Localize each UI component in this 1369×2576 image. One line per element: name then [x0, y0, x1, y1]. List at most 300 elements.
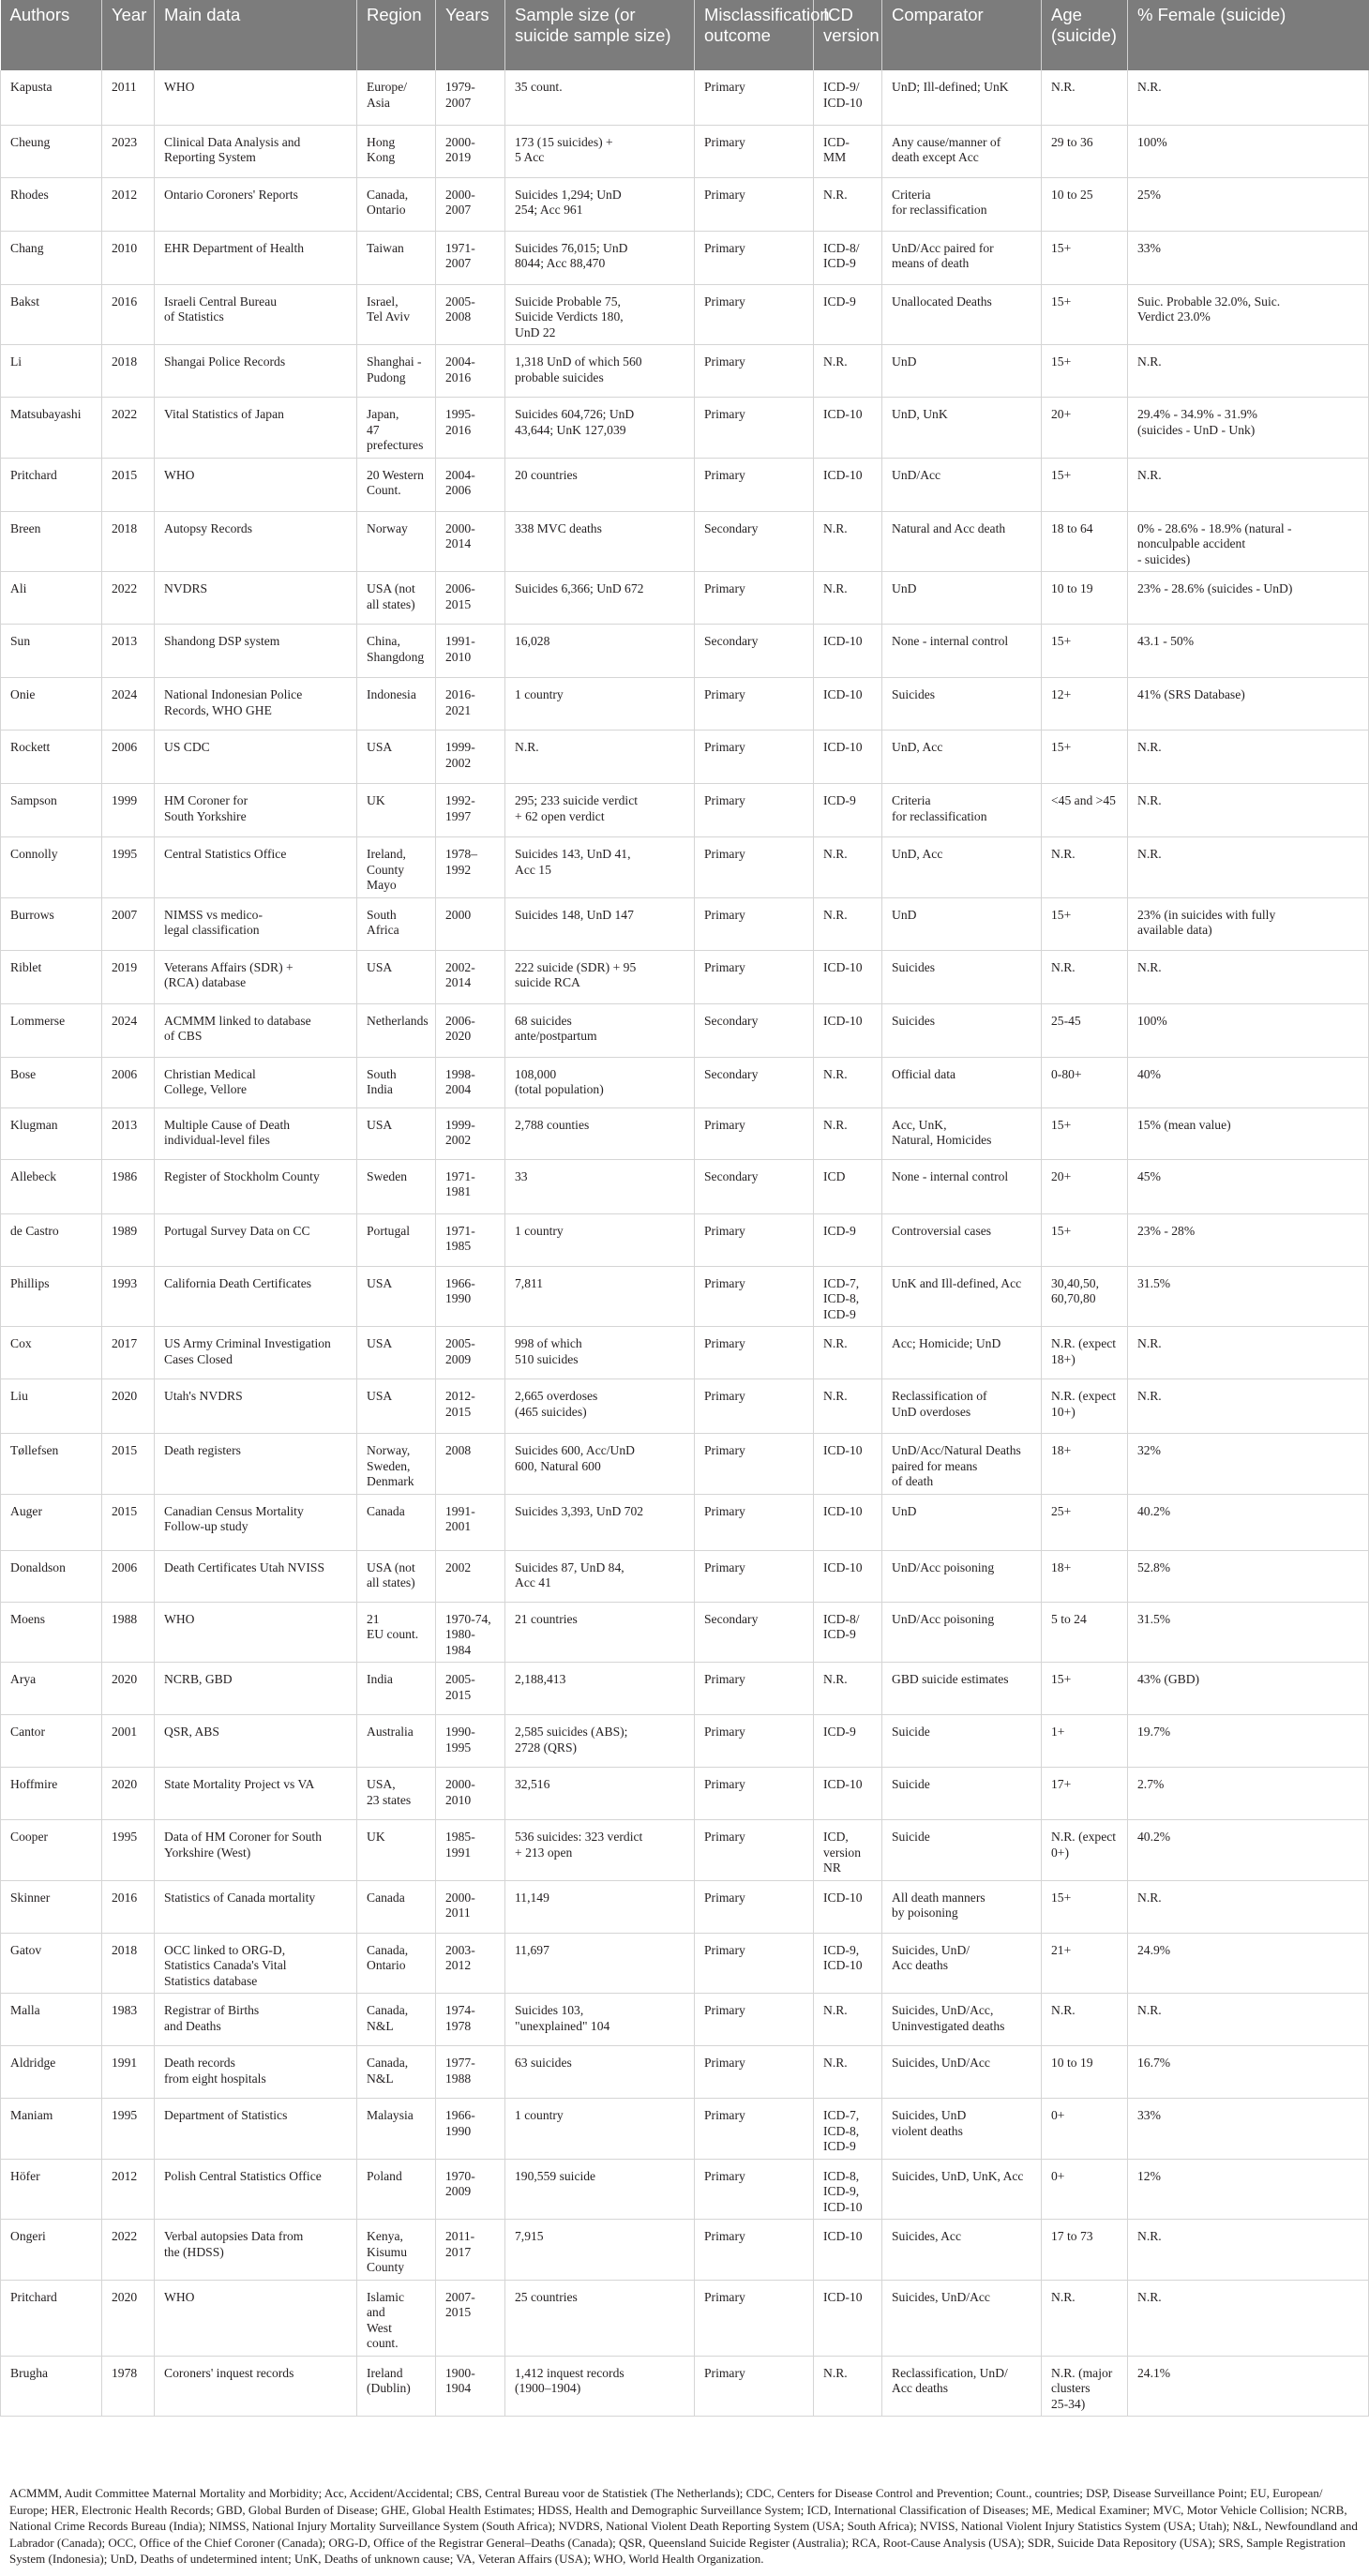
table-row — [1, 1057, 1369, 1107]
table-cell: Primary — [695, 398, 814, 459]
table-cell: 108,000 (total population) — [505, 1057, 695, 1107]
table-cell: 15+ — [1042, 231, 1128, 284]
table-cell: UnD/Acc/Natural Deaths paired for means of death — [882, 1434, 1042, 1495]
table-cell: N.R. — [1128, 345, 1369, 398]
table-cell: Suicides 6,366; UnD 672 — [505, 572, 695, 625]
table-cell: UnD, Acc — [882, 837, 1042, 898]
table-cell: 15+ — [1042, 284, 1128, 345]
table-cell: Reclassification of UnD overdoses — [882, 1379, 1042, 1434]
table-cell: 2006 — [102, 1550, 155, 1602]
table-cell: Primary — [695, 1379, 814, 1434]
table-cell: N.R. (expect 0+) — [1042, 1820, 1128, 1881]
table-cell: 35 count. — [505, 70, 695, 125]
table-cell: 68 suicides ante/postpartum — [505, 1003, 695, 1057]
table-cell: 2016 — [102, 284, 155, 345]
table-row — [1, 345, 1369, 398]
table-row — [1, 1663, 1369, 1715]
table-cell: 1978– 1992 — [436, 837, 505, 898]
table-cell: N.R. — [1128, 70, 1369, 125]
table-cell: 43% (GBD) — [1128, 1663, 1369, 1715]
table-cell: 41% (SRS Database) — [1128, 678, 1369, 731]
table-row — [1, 1107, 1369, 1159]
table-cell: 2002- 2014 — [436, 950, 505, 1003]
table-cell: N.R. — [814, 1327, 882, 1379]
table-cell: 1995 — [102, 1820, 155, 1881]
table-cell: 2012 — [102, 177, 155, 231]
table-cell: Primary — [695, 177, 814, 231]
table-cell: 1977- 1988 — [436, 2046, 505, 2099]
table-cell: Primary — [695, 1933, 814, 1994]
table-cell: N.R. — [1042, 70, 1128, 125]
table-cell: 0-80+ — [1042, 1057, 1128, 1107]
table-cell: 2019 — [102, 950, 155, 1003]
table-cell: Primary — [695, 1663, 814, 1715]
table-cell: de Castro — [1, 1213, 102, 1266]
table-cell: Suicides, UnD/ Acc deaths — [882, 1933, 1042, 1994]
table-cell: Secondary — [695, 511, 814, 572]
table-cell: Connolly — [1, 837, 102, 898]
table-cell: UnK and Ill-defined, Acc — [882, 1266, 1042, 1327]
table-cell: Burrows — [1, 897, 102, 950]
table-cell: 2016- 2021 — [436, 678, 505, 731]
table-cell: 2015 — [102, 1494, 155, 1550]
table-cell: 1999- 2002 — [436, 731, 505, 784]
table-cell: Ireland, County Mayo — [357, 837, 436, 898]
table-cell: WHO — [155, 1602, 357, 1663]
table-cell: 5 to 24 — [1042, 1602, 1128, 1663]
table-cell: Netherlands — [357, 1003, 436, 1057]
table-cell: Breen — [1, 511, 102, 572]
table-cell: Suicides 3,393, UnD 702 — [505, 1494, 695, 1550]
table-cell: 33 — [505, 1159, 695, 1213]
table-cell: 2022 — [102, 2220, 155, 2281]
table-cell: 2,188,413 — [505, 1663, 695, 1715]
table-cell: N.R. — [1128, 1327, 1369, 1379]
table-cell: Primary — [695, 1434, 814, 1495]
table-row — [1, 678, 1369, 731]
table-cell: 2015 — [102, 1434, 155, 1495]
table-cell: 1966- 1990 — [436, 2099, 505, 2160]
table-row — [1, 731, 1369, 784]
table-cell: 2000- 2019 — [436, 125, 505, 177]
table-cell: N.R. — [1128, 2280, 1369, 2356]
table-cell: Portugal — [357, 1213, 436, 1266]
table-row — [1, 1159, 1369, 1213]
table-cell: 12+ — [1042, 678, 1128, 731]
table-cell: Suicides 103, "unexplained" 104 — [505, 1994, 695, 2046]
table-cell: 338 MVC deaths — [505, 511, 695, 572]
table-cell: Auger — [1, 1494, 102, 1550]
table-cell: Primary — [695, 1266, 814, 1327]
table-cell: N.R. — [1042, 1994, 1128, 2046]
table-cell: 1971- 1985 — [436, 1213, 505, 1266]
table-cell: UnD; Ill-defined; UnK — [882, 70, 1042, 125]
table-cell: 23% (in suicides with fully available data) — [1128, 897, 1369, 950]
table-cell: N.R. — [814, 572, 882, 625]
table-cell: Primary — [695, 1715, 814, 1768]
table-cell: Israel, Tel Aviv — [357, 284, 436, 345]
table-cell: Onie — [1, 678, 102, 731]
table-cell: ICD-10 — [814, 398, 882, 459]
table-cell: USA — [357, 731, 436, 784]
table-cell: USA, 23 states — [357, 1768, 436, 1820]
table-cell: N.R. — [1128, 1994, 1369, 2046]
table-cell: Suicides 604,726; UnD 43,644; UnK 127,039 — [505, 398, 695, 459]
table-cell: 1 country — [505, 2099, 695, 2160]
table-cell: 2005- 2008 — [436, 284, 505, 345]
table-cell: N.R. — [1128, 1379, 1369, 1434]
table-cell: 2020 — [102, 2280, 155, 2356]
table-cell: Canadian Census Mortality Follow-up study — [155, 1494, 357, 1550]
table-cell: 21 EU count. — [357, 1602, 436, 1663]
table-cell: Primary — [695, 2159, 814, 2220]
table-row — [1, 572, 1369, 625]
table-cell: Kapusta — [1, 70, 102, 125]
table-cell: 15+ — [1042, 1880, 1128, 1933]
table-row — [1, 837, 1369, 898]
table-cell: N.R. — [1042, 950, 1128, 1003]
table-cell: 19.7% — [1128, 1715, 1369, 1768]
table-row — [1, 1550, 1369, 1602]
table-cell: 2013 — [102, 625, 155, 678]
table-cell: 10 to 25 — [1042, 177, 1128, 231]
table-cell: Reclassification, UnD/ Acc deaths — [882, 2356, 1042, 2417]
table-cell: Israeli Central Bureau of Statistics — [155, 284, 357, 345]
table-cell: 11,697 — [505, 1933, 695, 1994]
table-cell: 23% - 28% — [1128, 1213, 1369, 1266]
table-cell: Ali — [1, 572, 102, 625]
table-cell: N.R. — [1128, 731, 1369, 784]
table-cell: 30,40,50, 60,70,80 — [1042, 1266, 1128, 1327]
table-row — [1, 1715, 1369, 1768]
table-cell: ICD-8/ ICD-9 — [814, 1602, 882, 1663]
table-row — [1, 1327, 1369, 1379]
table-cell: 1978 — [102, 2356, 155, 2417]
table-cell: 10 to 19 — [1042, 2046, 1128, 2099]
table-cell: N.R. — [814, 837, 882, 898]
table-cell: 100% — [1128, 1003, 1369, 1057]
table-row — [1, 2220, 1369, 2281]
table-cell: 21+ — [1042, 1933, 1128, 1994]
table-cell: 2020 — [102, 1379, 155, 1434]
table-cell: Suicides 76,015; UnD 8044; Acc 88,470 — [505, 231, 695, 284]
table-cell: 1999 — [102, 784, 155, 837]
table-cell: 2006 — [102, 1057, 155, 1107]
table-cell: Cheung — [1, 125, 102, 177]
table-cell: Secondary — [695, 1003, 814, 1057]
table-cell: UnD, Acc — [882, 731, 1042, 784]
table-cell: 52.8% — [1128, 1550, 1369, 1602]
table-cell: Tøllefsen — [1, 1434, 102, 1495]
table-cell: NCRB, GBD — [155, 1663, 357, 1715]
table-cell: 2000- 2011 — [436, 1880, 505, 1933]
table-cell: 40% — [1128, 1057, 1369, 1107]
table-cell: 20+ — [1042, 398, 1128, 459]
table-cell: Primary — [695, 70, 814, 125]
table-cell: 12% — [1128, 2159, 1369, 2220]
table-cell: Criteria for reclassification — [882, 177, 1042, 231]
table-cell: Primary — [695, 1994, 814, 2046]
table-cell: Chang — [1, 231, 102, 284]
table-row — [1, 2356, 1369, 2417]
table-cell: Primary — [695, 731, 814, 784]
header-main-data: Main data — [155, 0, 357, 70]
table-cell: Primary — [695, 2356, 814, 2417]
table-cell: Canada, Ontario — [357, 177, 436, 231]
table-cell: 1993 — [102, 1266, 155, 1327]
table-cell: 2000 — [436, 897, 505, 950]
table-cell: 1971- 1981 — [436, 1159, 505, 1213]
table-row — [1, 1933, 1369, 1994]
table-cell: Malla — [1, 1994, 102, 2046]
table-cell: Central Statistics Office — [155, 837, 357, 898]
table-cell: Primary — [695, 1213, 814, 1266]
table-cell: ICD-9, ICD-10 — [814, 1933, 882, 1994]
table-cell: ICD-9 — [814, 784, 882, 837]
table-cell: Suicides, UnD violent deaths — [882, 2099, 1042, 2160]
table-cell: 2005- 2009 — [436, 1327, 505, 1379]
table-row — [1, 1003, 1369, 1057]
table-cell: South India — [357, 1057, 436, 1107]
table-cell: Clinical Data Analysis and Reporting System — [155, 125, 357, 177]
table-cell: 2010 — [102, 231, 155, 284]
table-cell: ACMMM linked to database of CBS — [155, 1003, 357, 1057]
table-cell: Primary — [695, 1768, 814, 1820]
table-cell: 998 of which 510 suicides — [505, 1327, 695, 1379]
table-row — [1, 511, 1369, 572]
header-age: Age (suicide) — [1042, 0, 1128, 70]
table-cell: ICD-10 — [814, 1880, 882, 1933]
table-cell: Shanghai - Pudong — [357, 345, 436, 398]
table-cell: 1991- 2010 — [436, 625, 505, 678]
table-cell: Registrar of Births and Deaths — [155, 1994, 357, 2046]
table-cell: ICD-9 — [814, 1213, 882, 1266]
table-cell: 15+ — [1042, 1663, 1128, 1715]
table-row — [1, 1266, 1369, 1327]
table-cell: Lommerse — [1, 1003, 102, 1057]
table-cell: USA — [357, 1379, 436, 1434]
table-row — [1, 2046, 1369, 2099]
table-cell: ICD-10 — [814, 731, 882, 784]
table-cell: UK — [357, 784, 436, 837]
table-cell: Aldridge — [1, 2046, 102, 2099]
table-row — [1, 1994, 1369, 2046]
table-cell: 1 country — [505, 1213, 695, 1266]
table-header-row — [1, 0, 1369, 70]
table-cell: 1900- 1904 — [436, 2356, 505, 2417]
table-cell: 1 country — [505, 678, 695, 731]
table-cell: 21 countries — [505, 1602, 695, 1663]
table-cell: N.R. — [814, 1057, 882, 1107]
table-cell: Shangai Police Records — [155, 345, 357, 398]
table-cell: Pritchard — [1, 458, 102, 511]
table-cell: Suicides 600, Acc/UnD 600, Natural 600 — [505, 1434, 695, 1495]
table-cell: Cox — [1, 1327, 102, 1379]
table-cell: 1992- 1997 — [436, 784, 505, 837]
table-cell: 29.4% - 34.9% - 31.9% (suicides - UnD - Unk) — [1128, 398, 1369, 459]
table-cell: 15+ — [1042, 897, 1128, 950]
table-cell: Canada — [357, 1880, 436, 1933]
table-cell: Suicides, UnD/Acc, Uninvestigated deaths — [882, 1994, 1042, 2046]
table-cell: Suic. Probable 32.0%, Suic. Verdict 23.0% — [1128, 284, 1369, 345]
table-cell: ICD-9 — [814, 1715, 882, 1768]
table-cell: Islamic and West count. — [357, 2280, 436, 2356]
table-cell: Primary — [695, 2099, 814, 2160]
table-cell: 1995 — [102, 2099, 155, 2160]
table-cell: ICD-10 — [814, 1003, 882, 1057]
table-cell: Official data — [882, 1057, 1042, 1107]
table-cell: Primary — [695, 678, 814, 731]
table-cell: Matsubayashi — [1, 398, 102, 459]
table-cell: 25% — [1128, 177, 1369, 231]
table-cell: Li — [1, 345, 102, 398]
table-cell: Primary — [695, 2220, 814, 2281]
table-cell: 15% (mean value) — [1128, 1107, 1369, 1159]
table-cell: 20 countries — [505, 458, 695, 511]
table-cell: N.R. (expect 18+) — [1042, 1327, 1128, 1379]
table-cell: 33% — [1128, 231, 1369, 284]
table-cell: Register of Stockholm County — [155, 1159, 357, 1213]
table-cell: UnD — [882, 897, 1042, 950]
table-cell: Höfer — [1, 2159, 102, 2220]
table-cell: 1970-74, 1980- 1984 — [436, 1602, 505, 1663]
table-cell: N.R. — [814, 177, 882, 231]
table-cell: UnD, UnK — [882, 398, 1042, 459]
table-cell: 2015 — [102, 458, 155, 511]
table-cell: ICD-10 — [814, 678, 882, 731]
table-cell: California Death Certificates — [155, 1266, 357, 1327]
table-cell: 2023 — [102, 125, 155, 177]
table-cell: Maniam — [1, 2099, 102, 2160]
table-cell: Coroners' inquest records — [155, 2356, 357, 2417]
table-cell: 0% - 28.6% - 18.9% (natural - nonculpable accident - suicides) — [1128, 511, 1369, 572]
table-cell: 2016 — [102, 1880, 155, 1933]
table-cell: 16,028 — [505, 625, 695, 678]
table-cell: Primary — [695, 284, 814, 345]
table-cell: Shandong DSP system — [155, 625, 357, 678]
table-cell: 2024 — [102, 678, 155, 731]
table-cell: Primary — [695, 897, 814, 950]
table-cell: ICD-10 — [814, 1550, 882, 1602]
table-cell: GBD suicide estimates — [882, 1663, 1042, 1715]
table-cell: 2017 — [102, 1327, 155, 1379]
table-cell: 1971- 2007 — [436, 231, 505, 284]
table-cell: Primary — [695, 2280, 814, 2356]
table-cell: 2011 — [102, 70, 155, 125]
table-cell: Cooper — [1, 1820, 102, 1881]
table-row — [1, 1434, 1369, 1495]
table-cell: 15+ — [1042, 625, 1128, 678]
table-cell: Ongeri — [1, 2220, 102, 2281]
table-cell: 2013 — [102, 1107, 155, 1159]
table-cell: Primary — [695, 345, 814, 398]
table-cell: 2024 — [102, 1003, 155, 1057]
table-cell: UnD/Acc paired for means of death — [882, 231, 1042, 284]
table-cell: 1989 — [102, 1213, 155, 1266]
table-cell: 1970- 2009 — [436, 2159, 505, 2220]
table-cell: Primary — [695, 837, 814, 898]
table-cell: 1,318 UnD of which 560 probable suicides — [505, 345, 695, 398]
table-cell: 2006- 2015 — [436, 572, 505, 625]
table-cell: Suicides — [882, 1003, 1042, 1057]
table-cell: 2004- 2006 — [436, 458, 505, 511]
table-row — [1, 1768, 1369, 1820]
header-authors: Authors — [1, 0, 102, 70]
table-cell: Portugal Survey Data on CC — [155, 1213, 357, 1266]
table-row — [1, 284, 1369, 345]
table-cell: India — [357, 1663, 436, 1715]
table-cell: Suicide — [882, 1768, 1042, 1820]
table-cell: 25+ — [1042, 1494, 1128, 1550]
table-cell: UnD/Acc — [882, 458, 1042, 511]
table-cell: ICD-8/ ICD-9 — [814, 231, 882, 284]
table-row — [1, 398, 1369, 459]
table-row — [1, 1880, 1369, 1933]
table-cell: US Army Criminal Investigation Cases Closed — [155, 1327, 357, 1379]
table-cell: N.R. (major clusters 25-34) — [1042, 2356, 1128, 2417]
table-cell: 0+ — [1042, 2099, 1128, 2160]
header-icd-version: ICD version — [814, 0, 882, 70]
table-cell: 40.2% — [1128, 1494, 1369, 1550]
table-cell: 1979- 2007 — [436, 70, 505, 125]
table-cell: 2022 — [102, 398, 155, 459]
table-cell: Primary — [695, 572, 814, 625]
table-cell: N.R. — [1128, 950, 1369, 1003]
table-cell: N.R. — [505, 731, 695, 784]
table-cell: Autopsy Records — [155, 511, 357, 572]
table-cell: Taiwan — [357, 231, 436, 284]
table-cell: 190,559 suicide — [505, 2159, 695, 2220]
table-cell: Phillips — [1, 1266, 102, 1327]
table-cell: 2008 — [436, 1434, 505, 1495]
table-cell: Death records from eight hospitals — [155, 2046, 357, 2099]
table-cell: ICD-10 — [814, 1768, 882, 1820]
table-cell: 1986 — [102, 1159, 155, 1213]
table-cell: N.R. — [1128, 1880, 1369, 1933]
table-cell: Australia — [357, 1715, 436, 1768]
table-cell: Suicide — [882, 1820, 1042, 1881]
table-cell: Ireland (Dublin) — [357, 2356, 436, 2417]
header-years: Years — [436, 0, 505, 70]
table-cell: Primary — [695, 2046, 814, 2099]
table-row — [1, 784, 1369, 837]
table-cell: 24.9% — [1128, 1933, 1369, 1994]
table-cell: Suicides 143, UnD 41, Acc 15 — [505, 837, 695, 898]
table-cell: USA — [357, 1327, 436, 1379]
table-cell: Multiple Cause of Death individual-level files — [155, 1107, 357, 1159]
table-cell: 18 to 64 — [1042, 511, 1128, 572]
table-cell: Hoffmire — [1, 1768, 102, 1820]
table-cell: Suicides, Acc — [882, 2220, 1042, 2281]
table-cell: Controversial cases — [882, 1213, 1042, 1266]
table-cell: N.R. — [814, 511, 882, 572]
table-cell: N.R. — [1042, 2280, 1128, 2356]
table-cell: 1998- 2004 — [436, 1057, 505, 1107]
table-cell: Brugha — [1, 2356, 102, 2417]
table-cell: Any cause/manner of death except Acc — [882, 125, 1042, 177]
table-cell: Department of Statistics — [155, 2099, 357, 2160]
table-cell: Rhodes — [1, 177, 102, 231]
table-cell: 2018 — [102, 345, 155, 398]
table-cell: All death manners by poisoning — [882, 1880, 1042, 1933]
table-cell: Criteria for reclassification — [882, 784, 1042, 837]
table-cell: 1983 — [102, 1994, 155, 2046]
table-cell: 2007- 2015 — [436, 2280, 505, 2356]
table-cell: ICD-8, ICD-9, ICD-10 — [814, 2159, 882, 2220]
table-cell: 63 suicides — [505, 2046, 695, 2099]
table-cell: Acc, UnK, Natural, Homicides — [882, 1107, 1042, 1159]
table-cell: Sun — [1, 625, 102, 678]
